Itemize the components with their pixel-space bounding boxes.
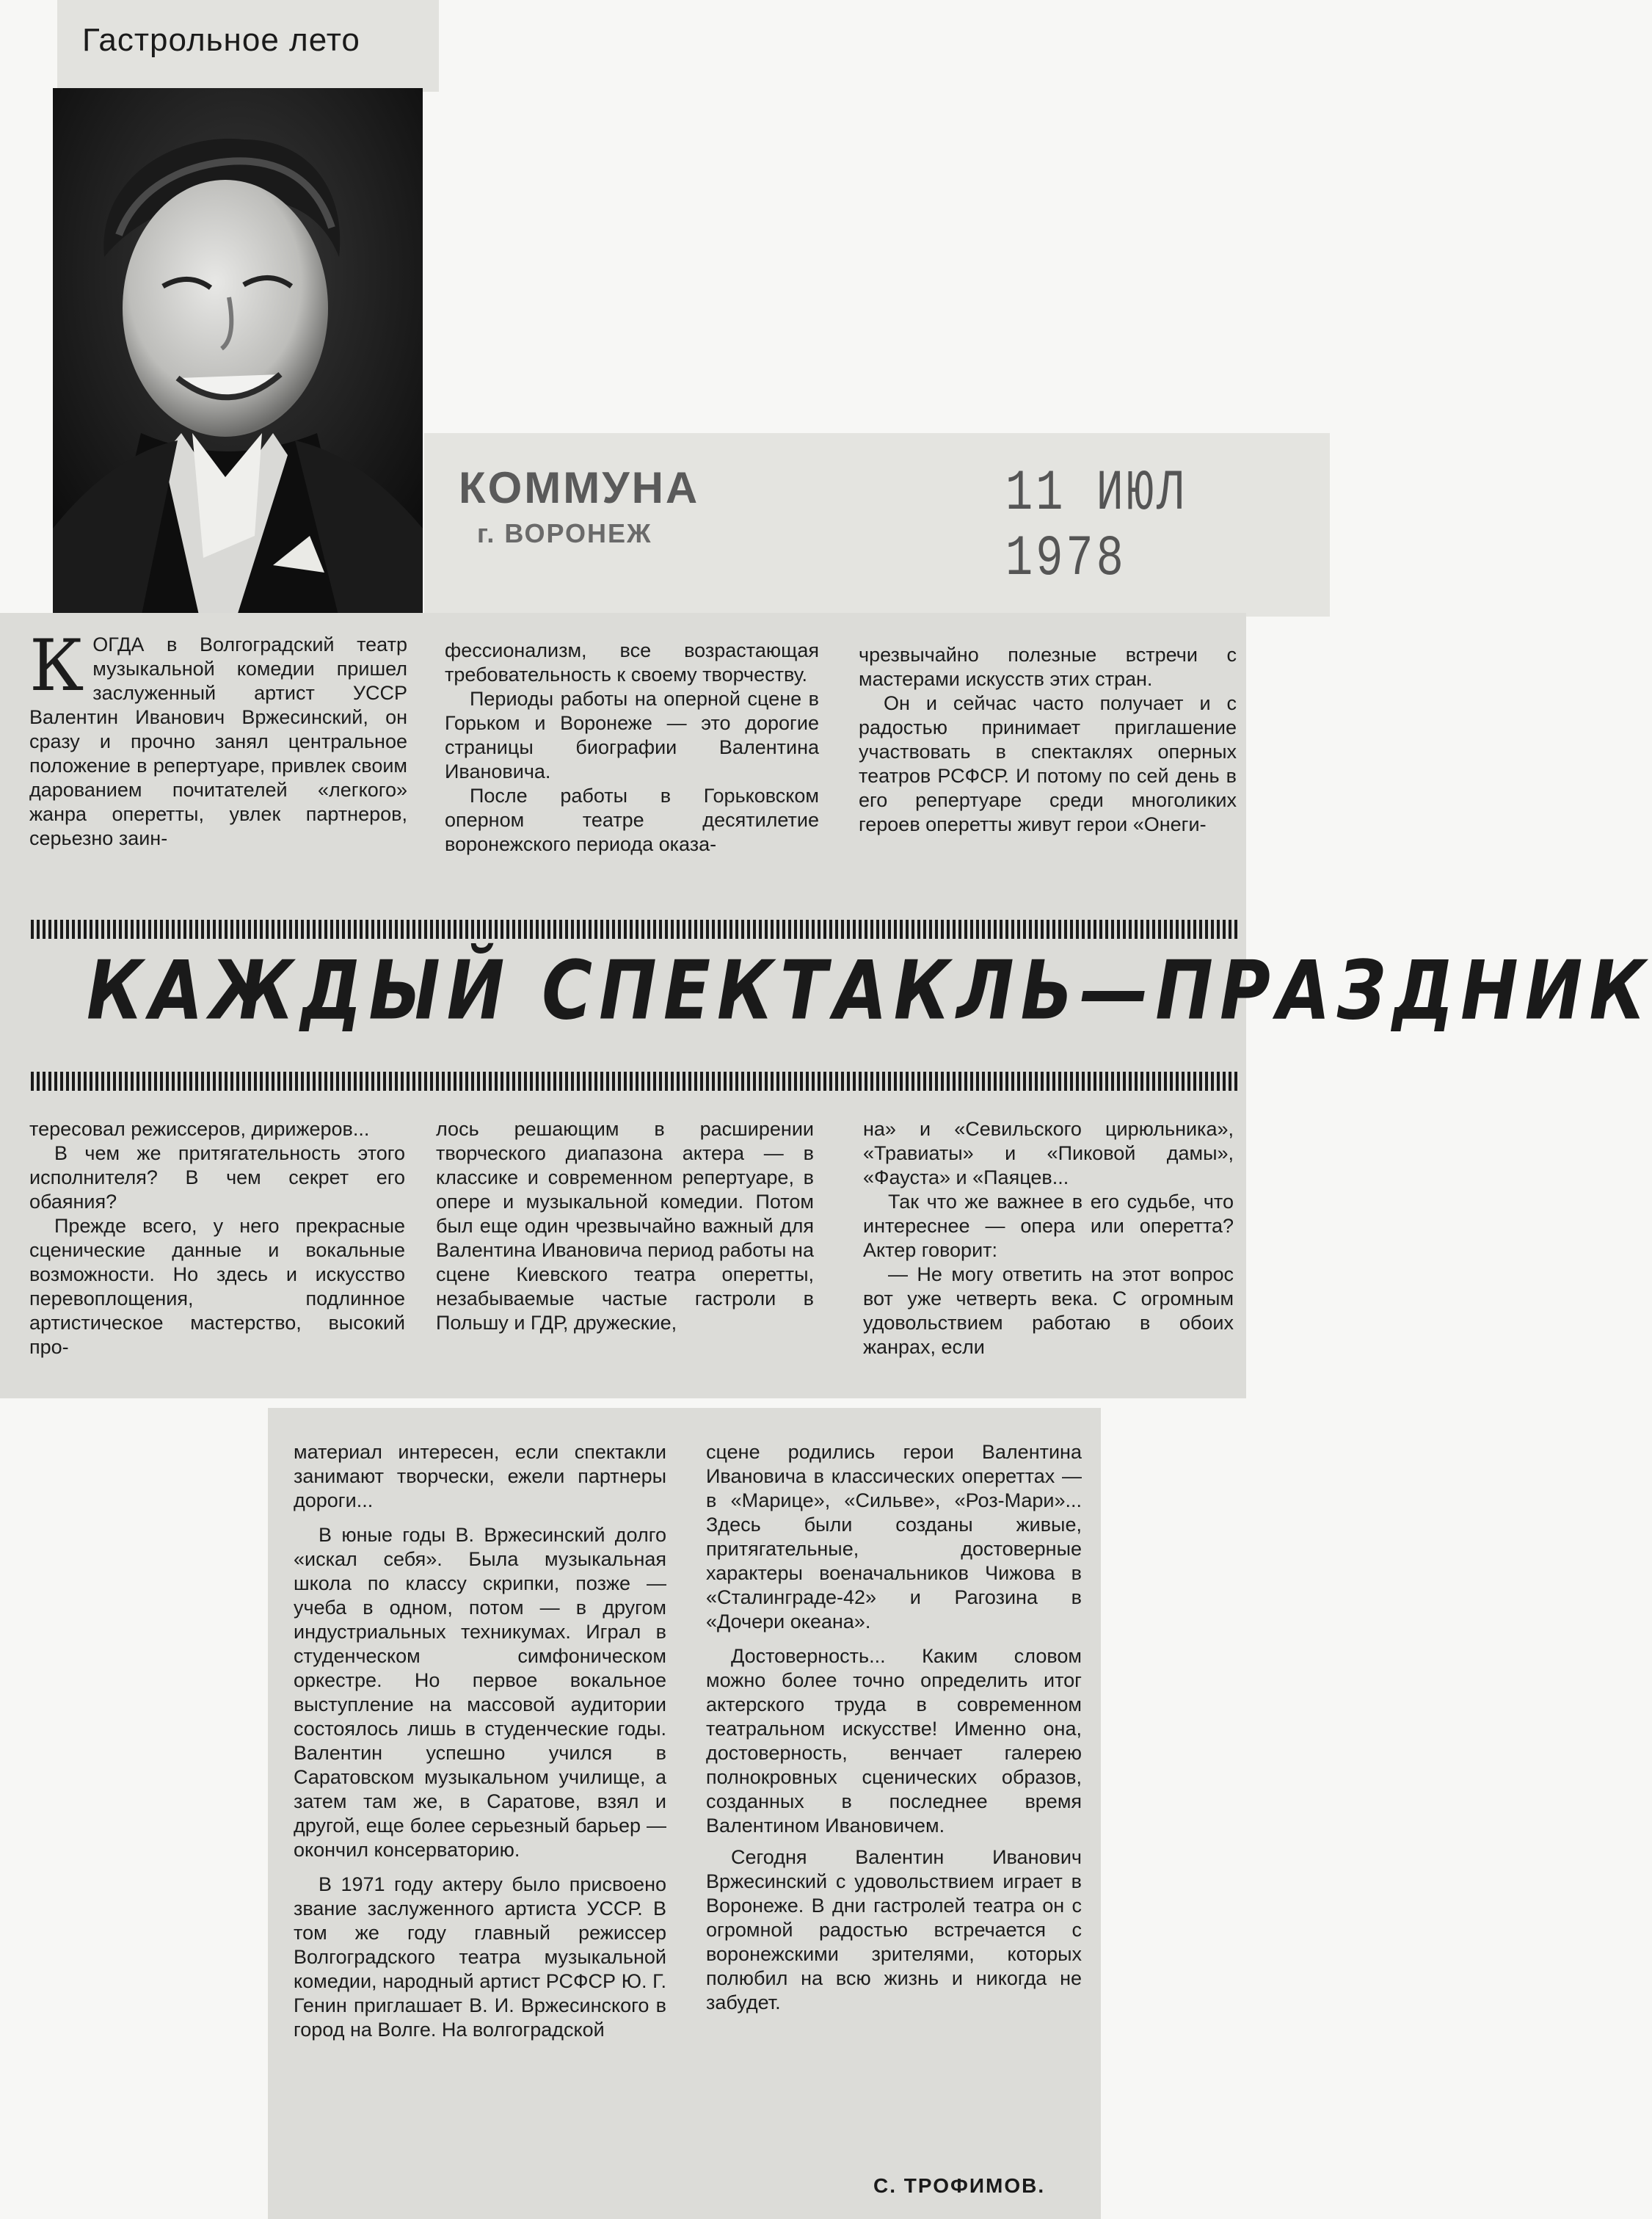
paragraph: лось решающим в расширении творческого диапазона актера — в классике и современном репертуаре, в опере и музыкальной комедии. Потом был еще один чрезвычайно важный для Валентина Ивановича период работы на сцене Киевского театра оперетты, незабываемые частые гастроли в Польшу и ГДР, дружеские,	[436, 1118, 814, 1334]
portrait-photo	[53, 88, 423, 618]
paragraph: на» и «Севильского цирюльника», «Травиаты» и «Пиковой дамы», «Фауста» и «Паяцев...	[863, 1118, 1234, 1188]
article-column-middle-1	[29, 1117, 405, 1359]
article-column-bottom-1	[294, 1440, 666, 2042]
rubric-title: Гастрольное лето	[82, 22, 360, 58]
paragraph: После работы в Горьковском оперном театре десятилетие воронежского периода оказа-	[445, 785, 819, 855]
headline-rule-bottom	[31, 1072, 1238, 1091]
paragraph: чрезвычайно полезные встречи с мастерами искусств этих стран.	[859, 644, 1237, 690]
article-column-top-1	[29, 625, 407, 851]
paragraph: Прежде всего, у него прекрасные сценические данные и вокальные возможности. Но здесь и искусство перевоплощения, подлинное артистическое мастерство, высокий про-	[29, 1215, 405, 1358]
paragraph: — Не могу ответить на этот вопрос вот уже четверть века. С огромным удовольствием работаю в обоих жанрах, если	[863, 1263, 1234, 1358]
article-byline: С. ТРОФИМОВ.	[873, 2174, 1046, 2197]
paragraph: Сегодня Валентин Иванович Вржесинский с удовольствием играет в Воронеже. В дни гастролей театра он с огромной радостью встречается с воронежскими зрителями, которых полюбил на всю жизнь и никогда не забудет.	[706, 1846, 1082, 2013]
article-column-middle-3	[863, 1117, 1234, 1359]
paragraph: тересовал режиссеров, дирижеров...	[29, 1118, 370, 1140]
date-stamp: 11 ИЮЛ 1978	[1005, 461, 1187, 592]
newspaper-stamp-city: г. ВОРОНЕЖ	[477, 518, 652, 548]
article-headline: КАЖДЫЙ СПЕКТАКЛЬ—ПРАЗДНИК	[87, 944, 1652, 1039]
article-column-top-3	[859, 643, 1237, 837]
paragraph: Периоды работы на оперной сцене в Горьком и Воронеже — это дорогие страницы биографии Валентина Ивановича.	[445, 688, 819, 782]
paragraph: Достоверность... Каким словом можно более точно определить итог актерского труда в современном театральном искусстве! Именно она, достоверность, венчает галерею полнокровных сценических образов, созданных в последнее время Валентином Ивановичем.	[706, 1645, 1082, 1837]
paragraph: В юные годы В. Вржесинский долго «искал себя». Была музыкальная школа по классу скрипки, позже — учеба в одном, потом — в другом индустриальных техникумах. Играл в студенческом симфоническом оркестре. Но первое вокальное выступление на массовой аудитории состоялось лишь в студенческие годы. Валентин успешно учился в Саратовском музыкальном училище, а затем там же, в Саратове, взял и другой, еще более серьезный барьер — окончил консерваторию.	[294, 1524, 666, 1861]
drop-cap: К	[29, 625, 84, 707]
article-column-bottom-2	[706, 1440, 1082, 2015]
paragraph: Так что же важнее в его судьбе, что интереснее — опера или оперетта? Актер говорит:	[863, 1191, 1234, 1261]
article-column-middle-2	[436, 1117, 814, 1335]
article-column-top-2	[445, 639, 819, 857]
paragraph: В чем же притягательность этого исполнителя? В чем секрет его обаяния?	[29, 1142, 405, 1213]
paragraph: фессионализм, все возрастающая требовательность к своему творчеству.	[445, 639, 819, 686]
paragraph: сцене родились герои Валентина Ивановича в классических опереттах — в «Марице», «Сильве», «Роз-Мари»... Здесь были созданы живые, притягательные, достоверные характеры военачальников Чижова в «Сталинграде-42» и Рагозина в «Дочери океана».	[706, 1441, 1082, 1633]
paragraph: материал интересен, если спектакли занимают творчески, ежели партнеры дороги...	[294, 1441, 666, 1511]
paragraph: Он и сейчас часто получает и с радостью принимает приглашение участвовать в спектаклях оперных театров РСФСР. И потому по сей день в его репертуаре среди многоликих героев оперетты живут герои «Онеги-	[859, 692, 1237, 835]
newspaper-stamp-name: КОММУНА	[459, 463, 700, 512]
paragraph: В 1971 году актеру было присвоено звание заслуженного артиста УССР. В том же году главный режиссер Волгоградского театра музыкальной комедии, народный артист РСФСР Ю. Г. Генин приглашает В. И. Вржесинского в город на Волге. На волгоградской	[294, 1873, 666, 2041]
headline-rule-top	[31, 920, 1238, 939]
article-lead-paragraph: ОГДА в Волгоградский театр музыкальной комедии пришел заслуженный артист УССР Валентин Иванович Вржесинский, он сразу и прочно занял центральное положение в репертуаре, привлек своим дарованием почитателей «легкого» жанра оперетты, увлек партнеров, серьезно заин-	[29, 633, 407, 849]
portrait-illustration	[53, 88, 423, 618]
